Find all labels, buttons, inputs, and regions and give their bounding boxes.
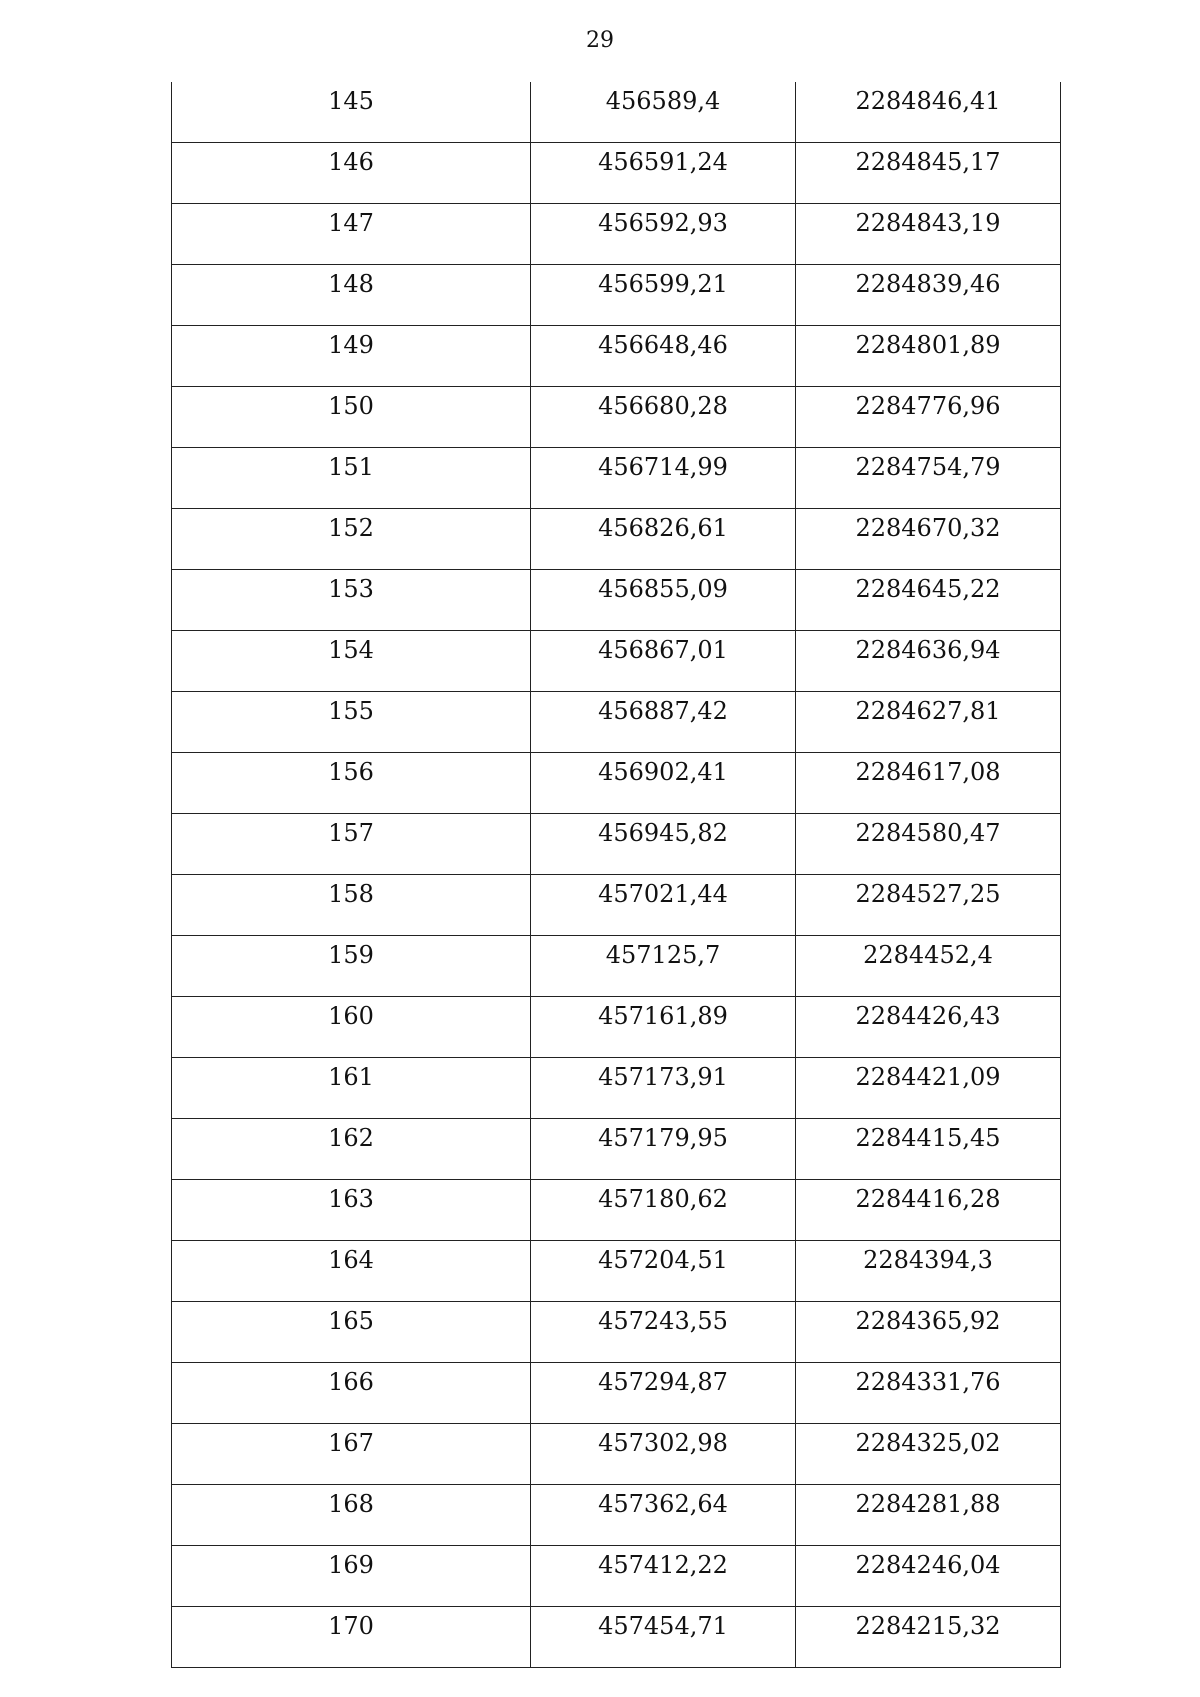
point-number-cell: 167 [172, 1424, 531, 1485]
x-coordinate-cell: 456826,61 [531, 509, 796, 570]
y-coordinate-cell: 2284670,32 [796, 509, 1061, 570]
table-row [172, 1546, 1061, 1607]
table-row [172, 204, 1061, 265]
point-number-cell: 169 [172, 1546, 531, 1607]
x-coordinate-cell: 457161,89 [531, 997, 796, 1058]
y-coordinate-cell: 2284617,08 [796, 753, 1061, 814]
y-coordinate-cell: 2284331,76 [796, 1363, 1061, 1424]
coordinates-table-body [172, 82, 1061, 1668]
x-coordinate-cell: 456592,93 [531, 204, 796, 265]
y-coordinate-cell: 2284636,94 [796, 631, 1061, 692]
y-coordinate-cell: 2284325,02 [796, 1424, 1061, 1485]
x-coordinate-cell: 457021,44 [531, 875, 796, 936]
point-number-cell: 157 [172, 814, 531, 875]
x-coordinate-cell: 457302,98 [531, 1424, 796, 1485]
point-number-cell: 156 [172, 753, 531, 814]
x-coordinate-cell: 456945,82 [531, 814, 796, 875]
table-row [172, 570, 1061, 631]
x-coordinate-cell: 457180,62 [531, 1180, 796, 1241]
table-row [172, 936, 1061, 997]
y-coordinate-cell: 2284527,25 [796, 875, 1061, 936]
y-coordinate-cell: 2284845,17 [796, 143, 1061, 204]
table-row [172, 326, 1061, 387]
coordinates-table [171, 82, 1061, 1668]
x-coordinate-cell: 457173,91 [531, 1058, 796, 1119]
point-number-cell: 158 [172, 875, 531, 936]
point-number-cell: 153 [172, 570, 531, 631]
table-row [172, 509, 1061, 570]
x-coordinate-cell: 457412,22 [531, 1546, 796, 1607]
x-coordinate-cell: 457179,95 [531, 1119, 796, 1180]
point-number-cell: 161 [172, 1058, 531, 1119]
point-number-cell: 145 [172, 82, 531, 143]
table-row [172, 1180, 1061, 1241]
y-coordinate-cell: 2284645,22 [796, 570, 1061, 631]
x-coordinate-cell: 457362,64 [531, 1485, 796, 1546]
point-number-cell: 147 [172, 204, 531, 265]
point-number-cell: 160 [172, 997, 531, 1058]
y-coordinate-cell: 2284839,46 [796, 265, 1061, 326]
y-coordinate-cell: 2284776,96 [796, 387, 1061, 448]
x-coordinate-cell: 457125,7 [531, 936, 796, 997]
y-coordinate-cell: 2284215,32 [796, 1607, 1061, 1668]
x-coordinate-cell: 456867,01 [531, 631, 796, 692]
y-coordinate-cell: 2284421,09 [796, 1058, 1061, 1119]
table-row [172, 1485, 1061, 1546]
table-row [172, 1363, 1061, 1424]
x-coordinate-cell: 456887,42 [531, 692, 796, 753]
y-coordinate-cell: 2284394,3 [796, 1241, 1061, 1302]
point-number-cell: 152 [172, 509, 531, 570]
table-row [172, 1058, 1061, 1119]
x-coordinate-cell: 456714,99 [531, 448, 796, 509]
y-coordinate-cell: 2284246,04 [796, 1546, 1061, 1607]
point-number-cell: 149 [172, 326, 531, 387]
point-number-cell: 170 [172, 1607, 531, 1668]
table-row [172, 1119, 1061, 1180]
y-coordinate-cell: 2284426,43 [796, 997, 1061, 1058]
point-number-cell: 168 [172, 1485, 531, 1546]
x-coordinate-cell: 456591,24 [531, 143, 796, 204]
table-row [172, 1607, 1061, 1668]
point-number-cell: 165 [172, 1302, 531, 1363]
table-row [172, 753, 1061, 814]
x-coordinate-cell: 456855,09 [531, 570, 796, 631]
table-row [172, 997, 1061, 1058]
y-coordinate-cell: 2284843,19 [796, 204, 1061, 265]
x-coordinate-cell: 456589,4 [531, 82, 796, 143]
point-number-cell: 146 [172, 143, 531, 204]
table-row [172, 143, 1061, 204]
table-row [172, 875, 1061, 936]
table-row [172, 265, 1061, 326]
x-coordinate-cell: 457243,55 [531, 1302, 796, 1363]
y-coordinate-cell: 2284281,88 [796, 1485, 1061, 1546]
point-number-cell: 150 [172, 387, 531, 448]
table-row [172, 1241, 1061, 1302]
y-coordinate-cell: 2284580,47 [796, 814, 1061, 875]
table-row [172, 387, 1061, 448]
table-row [172, 448, 1061, 509]
point-number-cell: 155 [172, 692, 531, 753]
table-row [172, 631, 1061, 692]
point-number-cell: 148 [172, 265, 531, 326]
point-number-cell: 151 [172, 448, 531, 509]
point-number-cell: 162 [172, 1119, 531, 1180]
table-row [172, 814, 1061, 875]
y-coordinate-cell: 2284452,4 [796, 936, 1061, 997]
table-row [172, 1302, 1061, 1363]
y-coordinate-cell: 2284846,41 [796, 82, 1061, 143]
y-coordinate-cell: 2284801,89 [796, 326, 1061, 387]
point-number-cell: 164 [172, 1241, 531, 1302]
x-coordinate-cell: 456680,28 [531, 387, 796, 448]
table-row [172, 692, 1061, 753]
x-coordinate-cell: 457204,51 [531, 1241, 796, 1302]
table-row [172, 82, 1061, 143]
point-number-cell: 154 [172, 631, 531, 692]
x-coordinate-cell: 456599,21 [531, 265, 796, 326]
y-coordinate-cell: 2284754,79 [796, 448, 1061, 509]
x-coordinate-cell: 457454,71 [531, 1607, 796, 1668]
point-number-cell: 159 [172, 936, 531, 997]
point-number-cell: 163 [172, 1180, 531, 1241]
y-coordinate-cell: 2284415,45 [796, 1119, 1061, 1180]
x-coordinate-cell: 457294,87 [531, 1363, 796, 1424]
page-number: 29 [586, 28, 614, 53]
table-row [172, 1424, 1061, 1485]
x-coordinate-cell: 456648,46 [531, 326, 796, 387]
x-coordinate-cell: 456902,41 [531, 753, 796, 814]
point-number-cell: 166 [172, 1363, 531, 1424]
y-coordinate-cell: 2284365,92 [796, 1302, 1061, 1363]
y-coordinate-cell: 2284627,81 [796, 692, 1061, 753]
y-coordinate-cell: 2284416,28 [796, 1180, 1061, 1241]
